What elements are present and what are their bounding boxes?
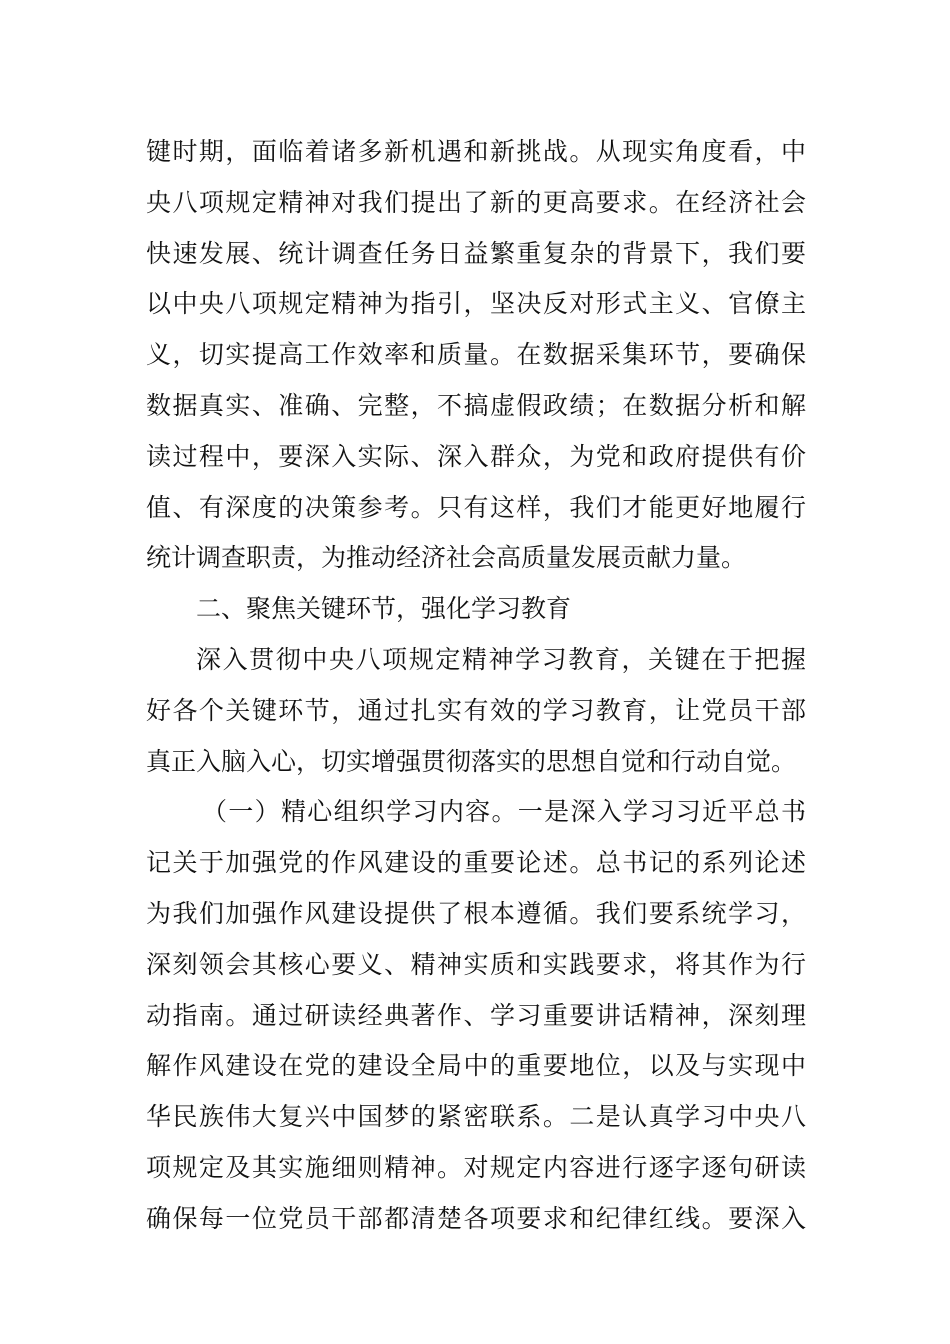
body-line: 义，切实提高工作效率和质量。在数据采集环节，要确保	[146, 340, 806, 370]
body-line: 确保每一位党员干部都清楚各项要求和纪律红线。要深入	[146, 1203, 806, 1233]
body-line: 动指南。通过研读经典著作、学习重要讲话精神，深刻理	[146, 1000, 806, 1030]
body-line: 深刻领会其核心要义、精神实质和实践要求，将其作为行	[146, 949, 806, 979]
body-line: 为我们加强作风建设提供了根本遵循。我们要系统学习，	[146, 898, 806, 928]
document-body	[146, 127, 806, 1245]
body-line: 读过程中，要深入实际、深入群众，为党和政府提供有价	[146, 441, 806, 471]
body-line: 值、有深度的决策参考。只有这样，我们才能更好地履行	[146, 492, 806, 522]
body-line: 记关于加强党的作风建设的重要论述。总书记的系列论述	[146, 848, 806, 878]
body-line: 真正入脑入心，切实增强贯彻落实的思想自觉和行动自觉。	[146, 746, 797, 776]
body-line: 华民族伟大复兴中国梦的紧密联系。二是认真学习中央八	[146, 1102, 806, 1132]
body-line: 解作风建设在党的建设全局中的重要地位，以及与实现中	[146, 1051, 806, 1081]
body-line: 深入贯彻中央八项规定精神学习教育，关键在于把握	[196, 644, 806, 674]
body-line: 央八项规定精神对我们提出了新的更高要求。在经济社会	[146, 187, 806, 217]
body-line: 快速发展、统计调查任务日益繁重复杂的背景下，我们要	[146, 238, 806, 268]
body-line: 好各个关键环节，通过扎实有效的学习教育，让党员干部	[146, 695, 806, 725]
body-line: 数据真实、准确、完整，不搞虚假政绩；在数据分析和解	[146, 390, 806, 420]
body-line: 以中央八项规定精神为指引，坚决反对形式主义、官僚主	[146, 289, 806, 319]
body-line: 键时期，面临着诸多新机遇和新挑战。从现实角度看，中	[146, 137, 806, 166]
body-line: 统计调查职责，为推动经济社会高质量发展贡献力量。	[146, 543, 747, 573]
body-line: 项规定及其实施细则精神。对规定内容进行逐字逐句研读	[146, 1152, 806, 1182]
subsection-line: （一）精心组织学习内容。一是深入学习习近平总书	[202, 797, 806, 827]
section-heading: 二、聚焦关键环节，强化学习教育	[196, 594, 572, 624]
